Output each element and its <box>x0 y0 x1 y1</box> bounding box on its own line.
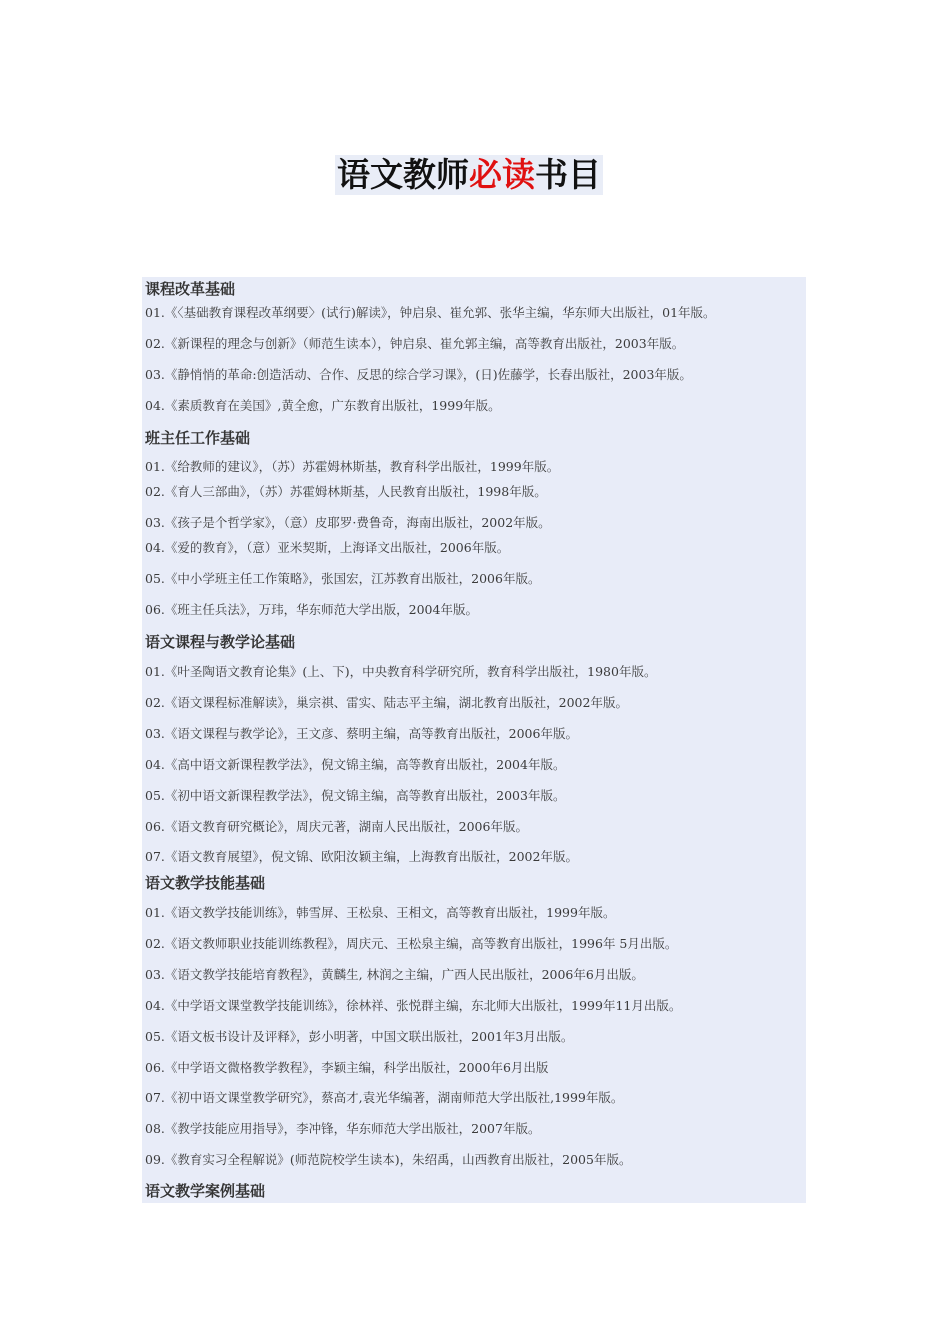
list-item: 03.《静悄悄的革命:创造活动、合作、反思的综合学习课》，(日)佐藤学，长春出版社，2003年版。 <box>145 367 692 382</box>
title-part-2-highlight: 必读 <box>469 155 535 194</box>
list-item: 07.《语文教育展望》，倪文锦、欧阳汝颖主编，上海教育出版社，2002年版。 <box>145 849 578 864</box>
list-item: 04.《素质教育在美国》,黄全愈，广东教育出版社，1999年版。 <box>145 398 501 413</box>
list-item: 01.《给教师的建议》，（苏）苏霍姆林斯基，教育科学出版社，1999年版。 <box>145 459 560 474</box>
list-item: 06.《语文教育研究概论》，周庆元著，湖南人民出版社，2006年版。 <box>145 819 528 834</box>
list-item: 02.《语文课程标准解读》，巢宗祺、雷实、陆志平主编，湖北教育出版社，2002年版。 <box>145 695 628 710</box>
list-item: 08.《教学技能应用指导》，李冲锋，华东师范大学出版社，2007年版。 <box>145 1121 541 1136</box>
list-item: 05.《语文板书设计及评释》，彭小明著，中国文联出版社，2001年3月出版。 <box>145 1029 574 1044</box>
list-item: 02.《语文教师职业技能训练教程》，周庆元、王松泉主编，高等教育出版社，1996年 5月出版。 <box>145 936 678 951</box>
list-item: 01.《语文教学技能训练》，韩雪屏、王松泉、王相文，高等教育出版社，1999年版。 <box>145 905 616 920</box>
list-item: 06.《班主任兵法》，万玮，华东师范大学出版，2004年版。 <box>145 602 478 617</box>
section-heading-class-teacher: 班主任工作基础 <box>145 429 251 447</box>
list-item: 05.《中小学班主任工作策略》，张国宏，江苏教育出版社，2006年版。 <box>145 571 541 586</box>
list-item: 03.《孩子是个哲学家》，（意）皮耶罗·费鲁奇，海南出版社，2002年版。 <box>145 515 551 530</box>
list-item: 09.《教育实习全程解说》(师范院校学生读本)，朱绍禹，山西教育出版社，2005年版。 <box>145 1152 632 1167</box>
list-item: 07.《初中语文课堂教学研究》，蔡高才,袁光华编著，湖南师范大学出版社,1999年版。 <box>145 1090 624 1105</box>
page-title <box>335 155 603 195</box>
list-item: 02.《新课程的理念与创新》（师范生读本），钟启泉、崔允郭主编，高等教育出版社，2003年版。 <box>145 336 685 351</box>
title-part-1: 语文教师 <box>337 155 469 194</box>
list-item: 01.《叶圣陶语文教育论集》(上、下)，中央教育科学研究所，教育科学出版社，1980年版。 <box>145 664 657 679</box>
list-item: 04.《高中语文新课程教学法》，倪文锦主编，高等教育出版社，2004年版。 <box>145 757 566 772</box>
section-heading-teaching-skills: 语文教学技能基础 <box>145 874 266 892</box>
title-part-3: 书目 <box>535 155 601 194</box>
list-item: 03.《语文课程与教学论》，王文彦、蔡明主编，高等教育出版社，2006年版。 <box>145 726 578 741</box>
book-list-panel <box>142 277 806 1203</box>
list-item: 01.《〈基础教育课程改革纲要〉(试行)解读》，钟启泉、崔允郭、张华主编，华东师大出版社，01年版。 <box>145 305 716 320</box>
section-heading-teaching-cases: 语文教学案例基础 <box>145 1182 266 1200</box>
list-item: 06.《中学语文微格教学教程》，李颖主编，科学出版社，2000年6月出版 <box>145 1060 549 1075</box>
list-item: 03.《语文教学技能培育教程》，黄麟生, 林润之主编，广西人民出版社，2006年6月出版。 <box>145 967 644 982</box>
section-heading-chinese-curriculum: 语文课程与教学论基础 <box>145 633 296 651</box>
list-item: 04.《中学语文课堂教学技能训练》，徐林祥、张悦群主编，东北师大出版社，1999年11月出版。 <box>145 998 682 1013</box>
list-item: 05.《初中语文新课程教学法》，倪文锦主编，高等教育出版社，2003年版。 <box>145 788 566 803</box>
section-heading-curriculum-reform: 课程改革基础 <box>145 280 236 298</box>
list-item: 04.《爱的教育》，（意）亚米契斯，上海译文出版社，2006年版。 <box>145 540 510 555</box>
list-item: 02.《育人三部曲》，（苏）苏霍姆林斯基，人民教育出版社，1998年版。 <box>145 484 547 499</box>
